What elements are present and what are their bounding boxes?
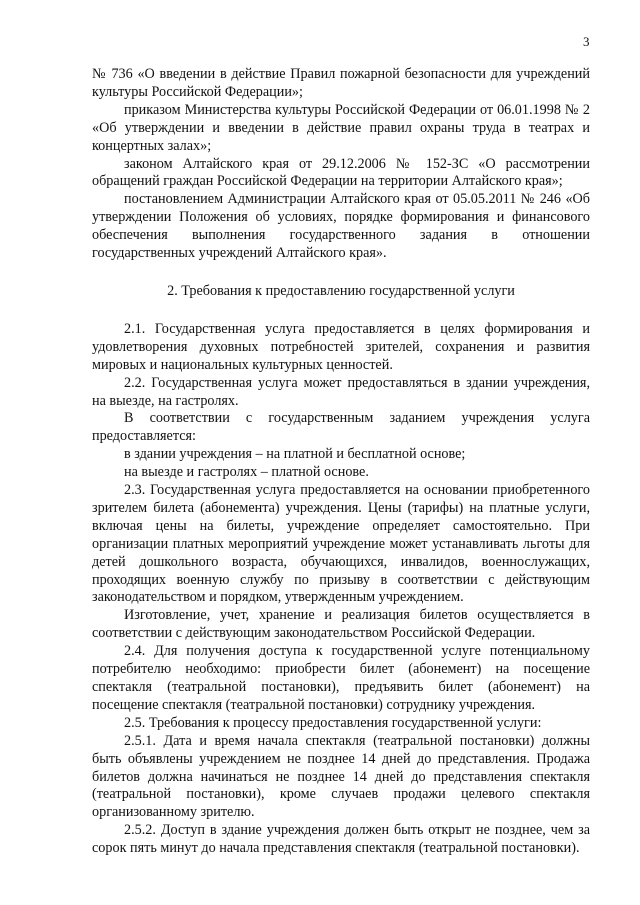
paragraph-in-building: в здании учреждения – на платной и бесплатной основе; (124, 446, 466, 463)
page-number: 3 (583, 34, 590, 49)
paragraph-2-2: 2.2. Государственная услуга может предоставляться в здании учреждения, на выезде, на гастролях. (92, 374, 590, 409)
paragraph-resolution-administration: постановлением Администрации Алтайского края от 05.05.2011 № 246 «Об утверждении Положения об условиях, порядке формирования и финансового обеспечения выполнения государственного задания в отношении государственных учреждений Алтайского края». (92, 191, 590, 262)
paragraph-on-tour: на выезде и гастролях – платной основе. (124, 464, 369, 481)
document-body (92, 66, 590, 858)
paragraph-2-1: 2.1. Государственная услуга предоставляется в целях формирования и удовлетворения духовных потребностей зрителей, сохранения и развития мировых и национальных культурных ценностей. (92, 320, 590, 373)
paragraph-2-4: 2.4. Для получения доступа к государственной услуге потенциальному потребителю необходимо: приобрести билет (абонемент) на посещение спектакля (театральной постановки), предъявить билет (абонемент) на посещение спектакля (театральной постановки) сотруднику учреждения. (92, 643, 590, 713)
paragraph-2-3: 2.3. Государственная услуга предоставляется на основании приобретенного зрителем билета (абонемента) учреждения. Цены (тарифы) на платные услуги, включая цены на билеты, учреждение определяет самостоятельно. При организации платных мероприятий учреждение может устанавливать льготы для детей дошкольного возраста, обучающихся, инвалидов, военнослужащих, проходящих военную службу по призыву в соответствии с действующим законодательством и порядком, утвержденным учреждением. (92, 482, 590, 606)
paragraph-order-ministry-culture: приказом Министерства культуры Российской Федерации от 06.01.1998 № 2 «Об утверждении и введении в действие правил охраны труда в театрах и концертных залах»; (92, 101, 590, 154)
paragraph-2-5-2: 2.5.2. Доступ в здание учреждения должен быть открыт не позднее, чем за сорок пять минут до начала представления спектакля (театральной постановки). (92, 822, 590, 857)
paragraph-law-altai: законом Алтайского края от 29.12.2006 № 152-ЗС «О рассмотрении обращений граждан Российской Федерации на территории Алтайского края»; (92, 155, 590, 190)
paragraph-order-736: № 736 «О введении в действие Правил пожарной безопасности для учреждений культуры Российской Федерации»; (92, 66, 590, 100)
paragraph-2-5-1: 2.5.1. Дата и время начала спектакля (театральной постановки) должны быть объявлены учреждением не позднее 14 дней до представления. Продажа билетов должна начинаться не позднее 14 дней до представления спектакля (театральной постановки), кроме случаев продажи целевого спектакля организованному зрителю. (92, 732, 590, 821)
paragraph-tickets: Изготовление, учет, хранение и реализация билетов осуществляется в соответствии с действующим законодательством Российской Федерации. (92, 607, 590, 642)
section-heading: 2. Требования к предоставлению государственной услуги (167, 282, 515, 299)
paragraph-2-5: 2.5. Требования к процессу предоставления государственной услуги: (124, 714, 542, 731)
paragraph-state-assignment: В соответствии с государственным заданием учреждения услуга предоставляется: (92, 410, 590, 445)
